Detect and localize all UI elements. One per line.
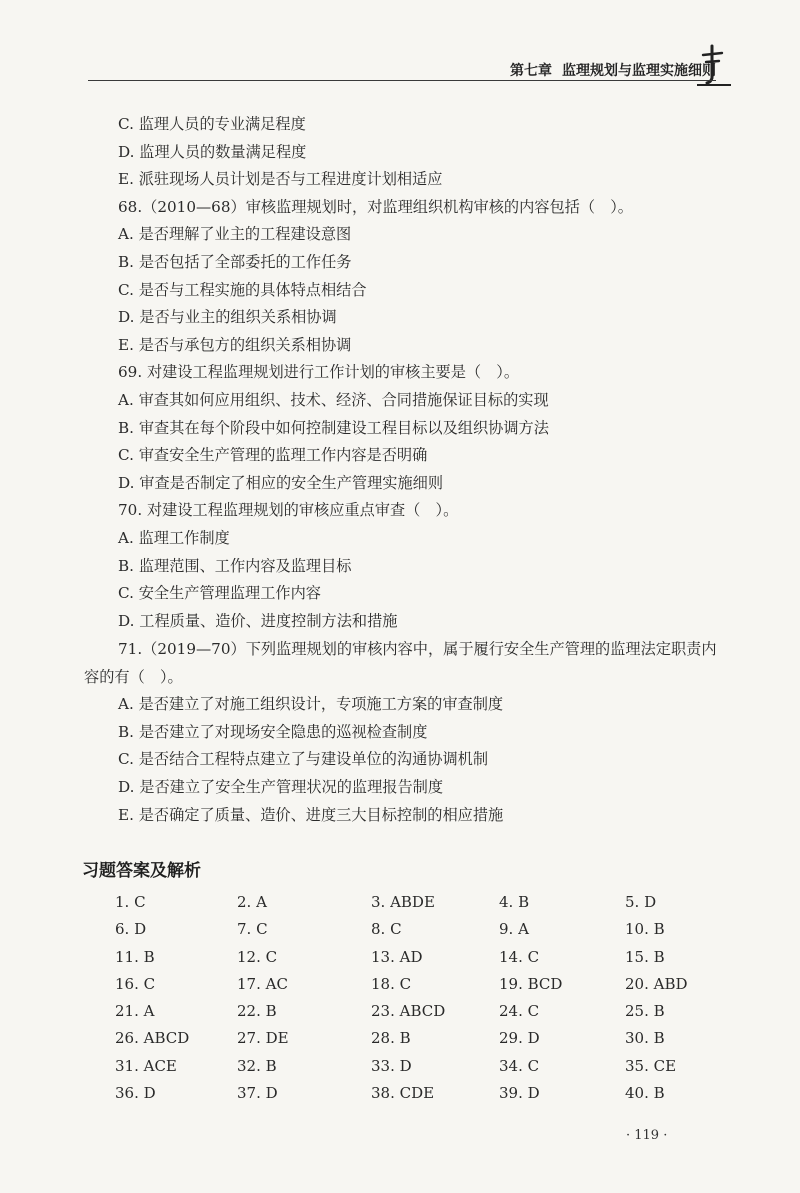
text-line: D. 审查是否制定了相应的安全生产管理实施细则: [118, 473, 444, 492]
answer-item: 36. D: [115, 1084, 156, 1103]
answer-item: 7. C: [237, 920, 268, 939]
answer-item: 16. C: [115, 974, 156, 993]
answer-item: 31. ACE: [115, 1056, 177, 1075]
text-line: B. 监理范围、工作内容及监理目标: [118, 556, 352, 575]
text-line: B. 是否包括了全部委托的工作任务: [118, 252, 352, 271]
answer-item: 15. B: [625, 947, 665, 966]
question-71-stem: 71.（2019—70）下列监理规划的审核内容中，属于履行安全生产管理的监理法定职责内容的有（ ）。: [84, 640, 717, 687]
answer-item: 17. AC: [237, 974, 288, 993]
answer-item: 24. C: [499, 1002, 540, 1021]
question-68-stem: 68.（2010—68）审核监理规划时，对监理组织机构审核的内容包括（ ）。: [118, 197, 633, 216]
question-text: [84, 111, 724, 829]
text-line: B. 是否建立了对现场安全隐患的巡视检查制度: [118, 722, 428, 741]
text-line: C. 安全生产管理监理工作内容: [118, 584, 321, 603]
answer-item: 25. B: [625, 1002, 665, 1021]
answer-item: 19. BCD: [499, 974, 563, 993]
text-line: D. 监理人员的数量满足程度: [118, 142, 307, 161]
running-header: [510, 60, 716, 80]
answer-item: 22. B: [237, 1002, 277, 1021]
answer-item: 39. D: [499, 1084, 540, 1103]
question-69-stem: 69. 对建设工程监理规划进行工作计划的审核主要是（ ）。: [118, 363, 520, 382]
answer-item: 1. C: [115, 893, 146, 911]
answer-item: 13. AD: [371, 947, 423, 966]
answer-item: 4. B: [499, 893, 530, 911]
chapter-label: 第七章: [510, 63, 552, 79]
answer-item: 14. C: [499, 947, 540, 966]
text-line: C. 监理人员的专业满足程度: [118, 115, 306, 133]
answer-item: 38. CDE: [371, 1084, 435, 1103]
question-70-stem: 70. 对建设工程监理规划的审核应重点审查（ ）。: [118, 501, 459, 520]
text-line: B. 审查其在每个阶段中如何控制建设工程目标以及组织协调方法: [118, 418, 549, 437]
answer-item: 28. B: [371, 1029, 411, 1048]
answer-item: 40. B: [625, 1084, 665, 1103]
answer-item: 29. D: [499, 1029, 540, 1048]
answer-item: 18. C: [371, 974, 412, 993]
answer-item: 26. ABCD: [115, 1029, 190, 1048]
answer-item: 33. D: [371, 1056, 412, 1075]
answer-item: 6. D: [115, 920, 147, 939]
answer-item: 12. C: [237, 947, 278, 966]
answer-item: 23. ABCD: [371, 1002, 446, 1021]
answer-item: 37. D: [237, 1084, 278, 1103]
answer-item: 5. D: [625, 893, 657, 911]
text-line: A. 是否建立了对施工组织设计，专项施工方案的审查制度: [118, 695, 504, 714]
answer-item: 20. ABD: [625, 974, 688, 993]
answer-item: 32. B: [237, 1056, 277, 1075]
answer-item: 11. B: [115, 947, 155, 966]
answer-item: 9. A: [499, 920, 529, 939]
answer-item: 2. A: [237, 893, 267, 911]
answer-item: 30. B: [625, 1029, 665, 1048]
text-line: A. 是否理解了业主的工程建设意图: [118, 225, 352, 244]
chapter-title: 监理规划与监理实施细则: [562, 63, 716, 79]
text-line: E. 是否确定了质量、造价、进度三大目标控制的相应措施: [118, 805, 504, 824]
answer-item: 21. A: [115, 1002, 155, 1021]
answer-item: 34. C: [499, 1056, 540, 1075]
header-rule: [88, 80, 716, 81]
text-line: E. 是否与承包方的组织关系相协调: [118, 335, 352, 354]
answer-grid: [115, 893, 715, 1111]
answer-item: 3. ABDE: [371, 893, 435, 911]
text-line: D. 是否建立了安全生产管理状况的监理报告制度: [118, 778, 444, 797]
answer-item: 35. CE: [625, 1056, 677, 1075]
answer-item: 27. DE: [237, 1029, 289, 1048]
text-line: E. 派驻现场人员计划是否与工程进度计划相适应: [118, 170, 443, 189]
text-line: C. 是否与工程实施的具体特点相结合: [118, 280, 367, 299]
text-line: D. 工程质量、造价、进度控制方法和措施: [118, 611, 398, 630]
answer-item: 8. C: [371, 920, 402, 939]
answer-item: 10. B: [625, 920, 665, 939]
text-line: C. 审查安全生产管理的监理工作内容是否明确: [118, 446, 428, 465]
text-line: A. 审查其如何应用组织、技术、经济、合同措施保证目标的实现: [118, 390, 549, 409]
page-number: · 119 ·: [626, 1128, 668, 1143]
text-line: C. 是否结合工程特点建立了与建设单位的沟通协调机制: [118, 750, 489, 769]
text-line: D. 是否与业主的组织关系相协调: [118, 308, 337, 327]
answers-heading: 习题答案及解析: [82, 861, 201, 881]
text-line: A. 监理工作制度: [118, 528, 230, 547]
